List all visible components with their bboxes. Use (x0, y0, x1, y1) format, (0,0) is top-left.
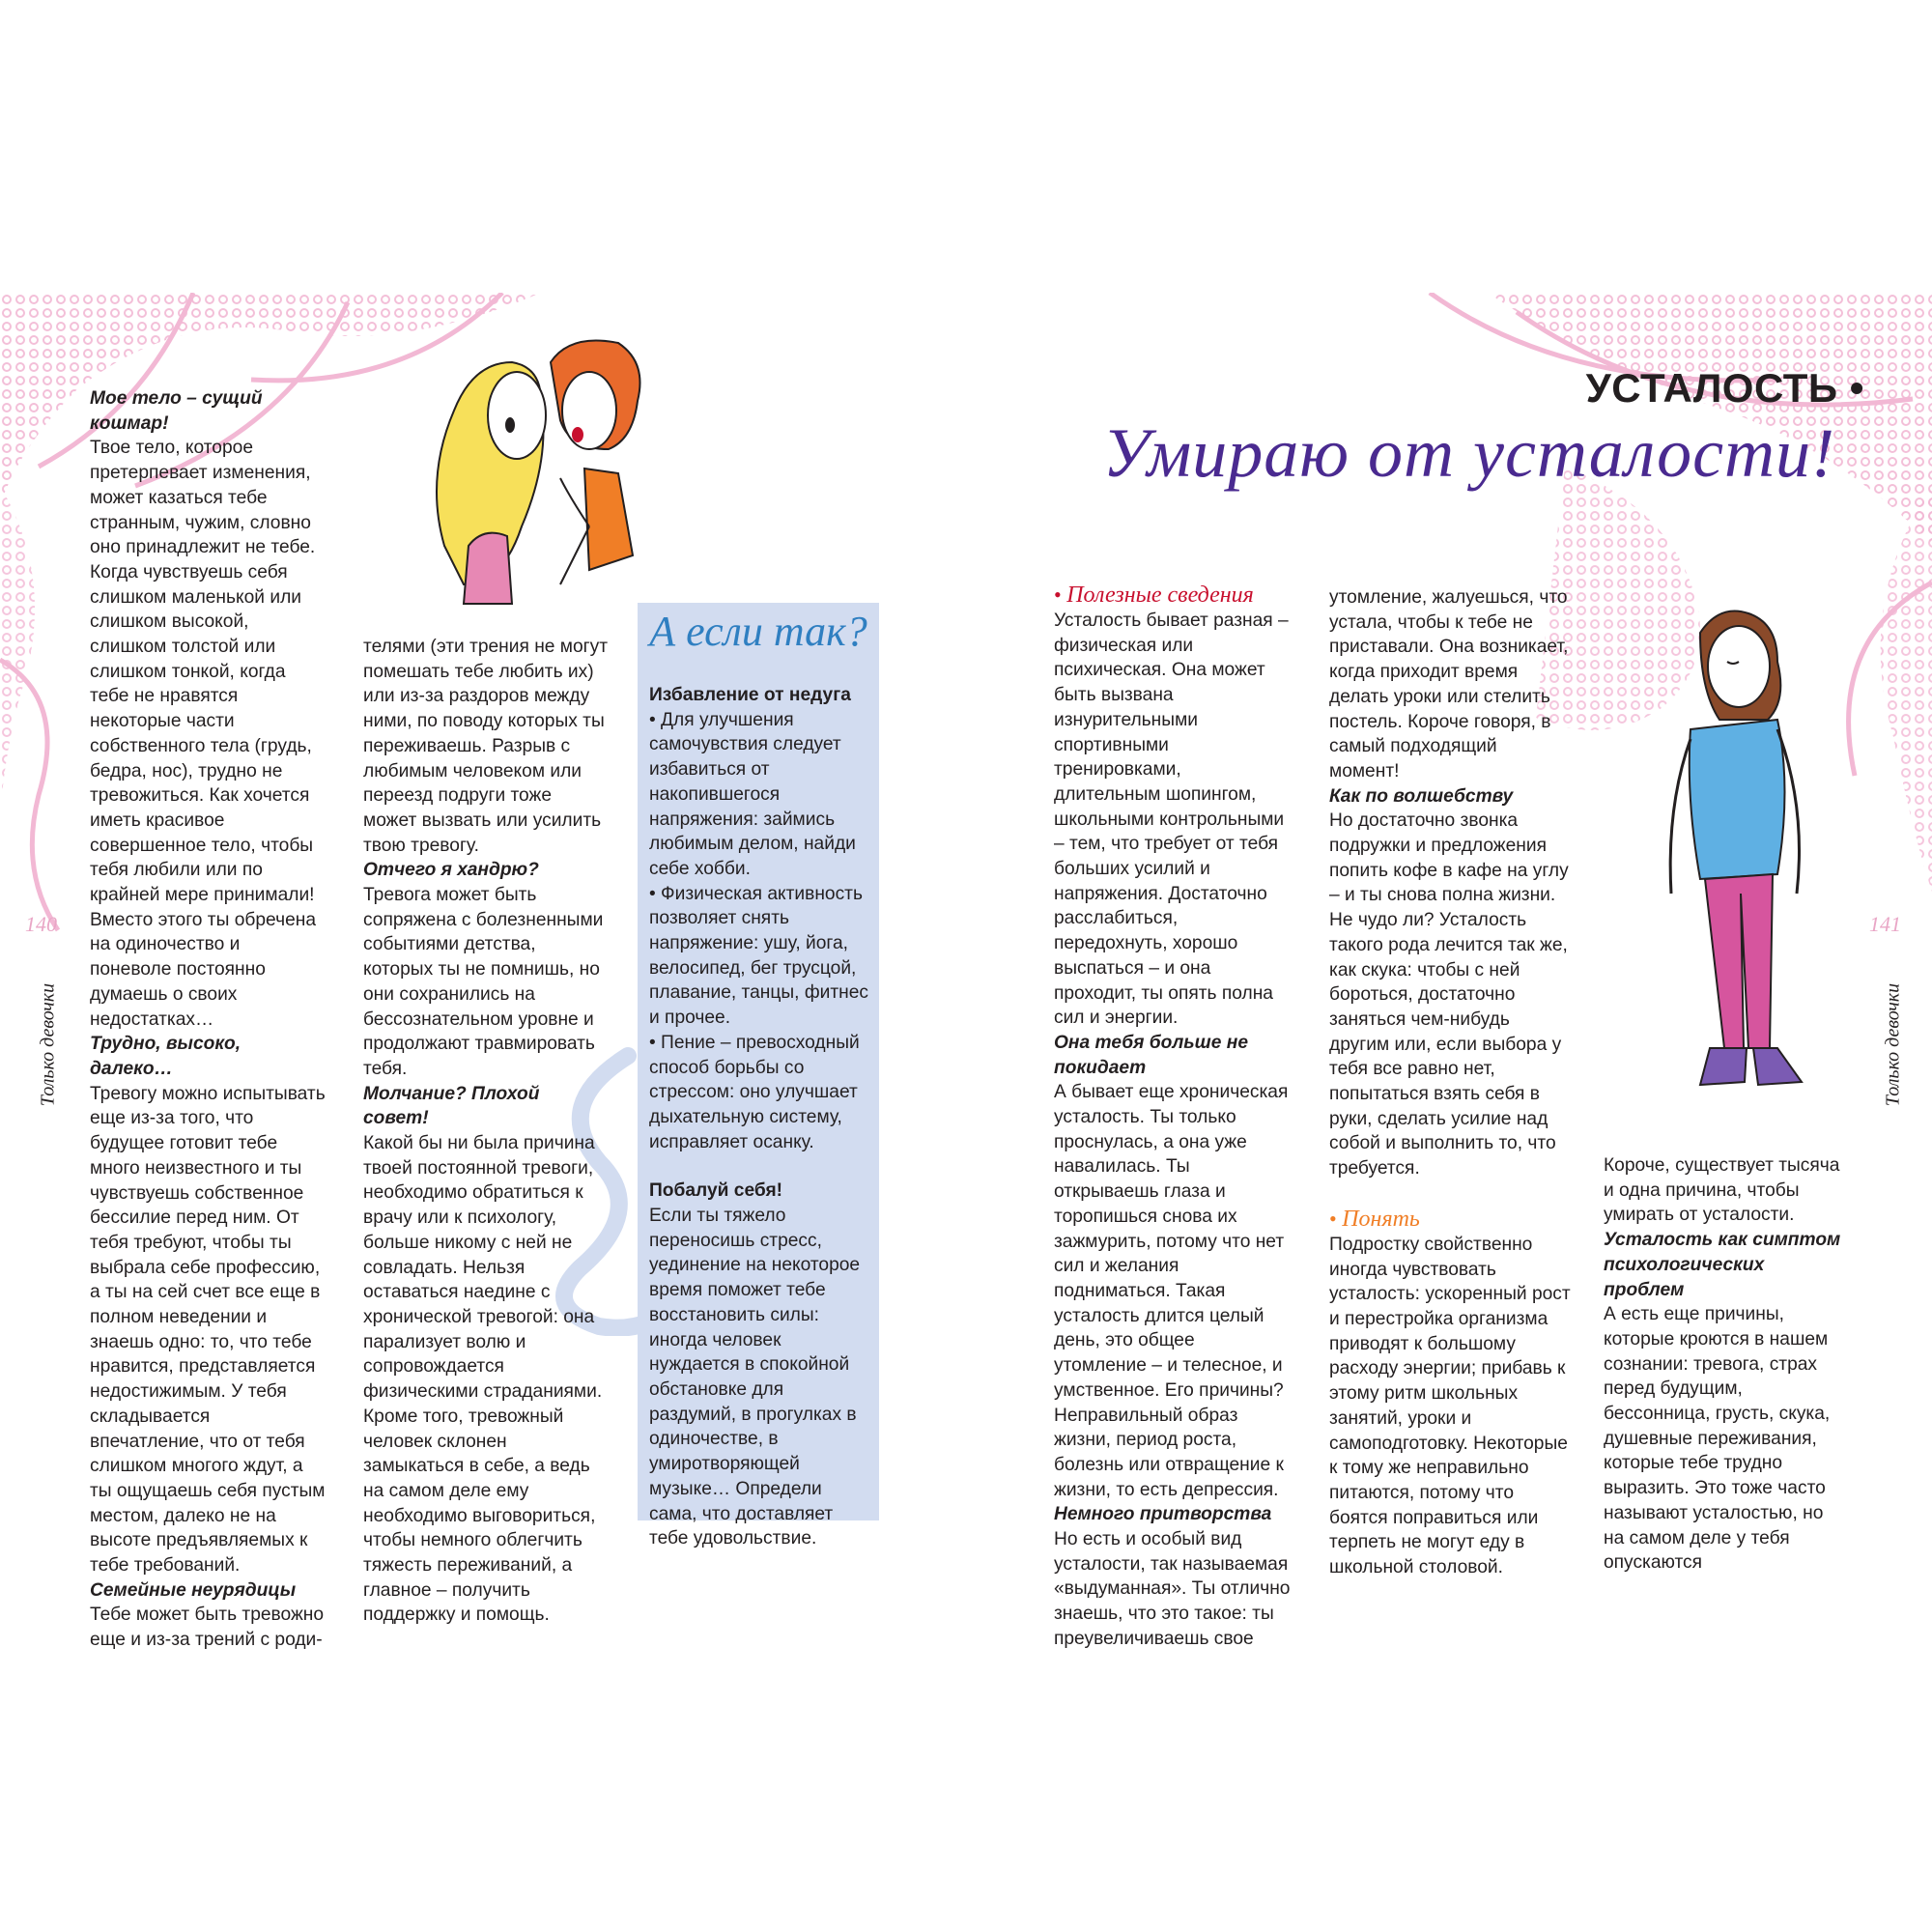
spacer (649, 1154, 873, 1179)
chapter-title-bullet: • (1849, 365, 1864, 411)
girls-talking-illustration (425, 333, 647, 618)
subheading: Избавление от недуга (649, 685, 851, 705)
sidebar-content (649, 683, 873, 1551)
paragraph: • Физическая активность позволяет снять напряжение: ушу, йога, велосипед, бег трусцой, плавание, танцы, фитнес и прочее. (649, 883, 868, 1029)
bullet-icon: • (1329, 1206, 1343, 1231)
left-column-2 (363, 635, 610, 1628)
subheading: Трудно, высоко, далеко… (90, 1034, 242, 1079)
subheading: Молчание? Плохой совет! (363, 1083, 540, 1129)
subheading: Мое тело – сущий кошмар! (90, 388, 263, 434)
paragraph: Твое тело, которое претерпевает изменения, может казаться тебе странным, чужим, словно оно принадлежит не тебе. Когда чувствуешь себя слишком маленькой или слишком высокой, слишком толстой или слишком тонкой, когда тебе не нравятся некоторые части собственного тела (грудь, бедра, нос), трудно не тревожиться. Как хочется иметь красивое совершенное тело, чтобы тебя любили или по крайней мере принимали! Вместо этого ты обречена на одиночество и поневоле постоянно думаешь о своих недостатках… (90, 438, 317, 1030)
left-running-title: Только девочки (37, 982, 59, 1107)
paragraph: Короче, существует тысяча и одна причина, чтобы умирать от усталости. (1604, 1155, 1840, 1226)
subheading: Семейные неурядицы (90, 1579, 297, 1601)
paragraph: телями (эти трения не могут помешать тебе любить их) или из-за раздоров между ними, по поводу которых ты переживаешь. Разрыв с любимым человеком или переезд подруги тоже может вызвать или усилить твою тревогу. (363, 637, 609, 856)
subheading: Она тебя больше не покидает (1054, 1032, 1248, 1078)
left-column-1 (90, 386, 327, 1653)
subheading: Побалуй себя! (649, 1180, 783, 1202)
tired-girl-illustration (1633, 594, 1826, 1106)
subheading: Усталость как симптом психологических проблем (1604, 1230, 1841, 1300)
subheading: Немного притворства (1054, 1504, 1272, 1525)
paragraph: А есть еще причины, которые кроются в нашем сознании: тревога, страх перед будущим, бессонница, грусть, скука, душевные переживания, которые тебе трудно выразить. Это тоже часто называют усталостью, но на самом деле у тебя опускаются (1604, 1304, 1831, 1574)
left-page-number: 140 (25, 912, 57, 936)
right-page-number: 141 (1869, 912, 1901, 936)
paragraph: Но есть и особый вид усталости, так называемая «выдуманная». Ты отлично знаешь, что это такое: ты преувеличиваешь свое (1054, 1529, 1291, 1649)
spacer (1329, 1181, 1571, 1206)
paragraph: А бывает еще хроническая усталость. Ты только проснулась, а она уже навалилась. Ты открываешь глаза и торопишься снова их зажмурить, потому что нет сил и желания подниматься. Такая усталость длится целый день, это общее утомление – и телесное, и умственное. Его причины? Неправильный образ жизни, период роста, болезнь или отвращение к жизни, то есть депрессия. (1054, 1082, 1289, 1500)
paragraph: утомление, жалуешься, что устала, чтобы к тебе не приставали. Она возникает, когда приходит время делать уроки или стелить постель. Короче говоря, в самый подходящий момент! (1329, 587, 1569, 781)
sidebar-title: А если так? (649, 608, 867, 655)
chapter-subtitle: Умираю от усталости! (1102, 414, 1835, 492)
paragraph: Но достаточно звонка подружки и предложения попить кофе в кафе на углу – и ты снова полна жизни. Не чудо ли? Усталость такого рода лечится так же, как скука: чтобы с ней бороться, достаточно заняться чем-нибудь другим или, если выбора у тебя все равно нет, попытаться взять себя в руки, сделать усилие над собой и выполнить то, что требуется. (1329, 810, 1569, 1179)
subheading: Отчего я хандрю? (363, 860, 539, 881)
paragraph: • Для улучшения самочувствия следует избавиться от накопившегося напряжения: займись любимым делом, найди себе хобби. (649, 709, 856, 879)
chapter-title (1586, 365, 1864, 412)
subheading: Как по волшебству (1329, 785, 1514, 807)
paragraph: Какой бы ни была причина твоей постоянной тревоги, необходимо обратиться к врачу или к психологу, больше никому с ней не совладать. Нельзя оставаться наедине с хронической тревогой: она парализует волю и сопровождается физическими страданиями. Кроме того, тревожный человек склонен замыкаться в себе, а ведь на самом деле ему необходимо выговориться, чтобы немного облегчить тяжесть переживаний, а главное – получить поддержку и помощь. (363, 1133, 603, 1626)
paragraph: Тебе может быть тревожно еще и из-за трений с роди- (90, 1605, 325, 1651)
right-column-3 (1604, 1153, 1845, 1576)
section-heading: • Понять (1329, 1206, 1420, 1232)
bullet-icon: • (1054, 582, 1067, 607)
paragraph: Тревогу можно испытывать еще из-за того, что будущее готовит тебе много неизвестного и ты чувствуешь собственное бессилие перед ним. От тебя требуют, чтобы ты выбрала себе профессию, а ты на сей счет все еще в полном неведении и знаешь одно: то, что тебе нравится, представляется недостижимым. У тебя складывается впечатление, что от тебя слишком многого ждут, а ты ощущаешь себя пустым местом, далеко не на высоте предъявляемых к тебе требований. (90, 1083, 326, 1577)
right-running-title: Только девочки (1882, 982, 1904, 1107)
paragraph: Подростку свойственно иногда чувствовать усталость: ускоренный рост и перестройка организма приводят к большому расходу энергии; прибавь к этому ритм школьных занятий, уроки и самоподготовку. Некоторые к тому же неправильно питаются, потому что боятся поправиться или терпеть не могут еду в школьной столовой. (1329, 1234, 1571, 1578)
paragraph: Усталость бывает разная – физическая или психическая. Она может быть вызвана изнурительными спортивными тренировками, длительным шопингом, школьными контрольными – тем, что требует от тебя больших усилий и напряжения. Достаточно расслабиться, передохнуть, хорошо выспаться – и она проходит, ты опять полна сил и энергии. (1054, 611, 1289, 1029)
paragraph: Тревога может быть сопряжена с болезненными событиями детства, которых ты не помнишь, но они сохранились на бессознательном уровне и продолжают травмировать тебя. (363, 885, 604, 1079)
paragraph: Если ты тяжело переносишь стресс, уединение на некоторое время поможет тебе восстановить силы: иногда человек нуждается в спокойной обстановке для раздумий, в прогулках в одиночестве, в умиротворяющей музыке… Определи сама, что доставляет тебе удовольствие. (649, 1206, 861, 1549)
right-column-1 (1054, 582, 1291, 1652)
section-heading: • Полезные сведения (1054, 582, 1254, 608)
right-column-2 (1329, 585, 1571, 1580)
chapter-title-text: УСТАЛОСТЬ (1585, 365, 1838, 411)
paragraph: • Пение – превосходный способ борьбы со стрессом: оно улучшает дыхательную систему, исправляет осанку. (649, 1032, 860, 1152)
